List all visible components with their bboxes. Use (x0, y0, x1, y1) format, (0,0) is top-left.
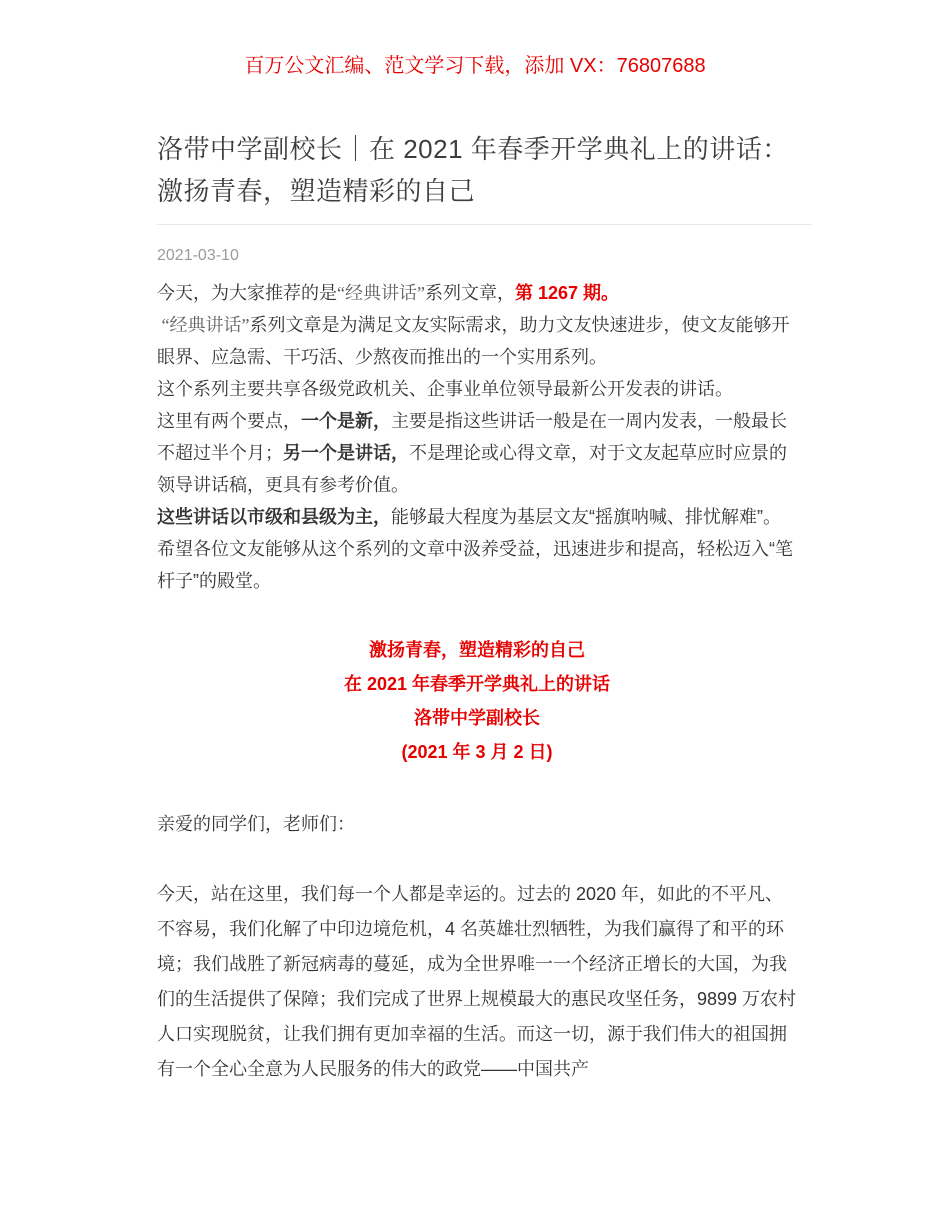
speech-speaker: 洛带中学副校长 (414, 708, 540, 728)
speech-date: (2021 年 3 月 2 日) (401, 742, 553, 762)
emphasis-point-speech: 另一个是讲话， (283, 443, 409, 463)
speech-heading (157, 633, 797, 769)
emphasis-point-new: 一个是新， (301, 411, 391, 431)
intro-paragraph-2 (157, 309, 797, 373)
text-run: 系列文章， (424, 283, 515, 303)
text-run: 能够最大程度为基层文友“摇旗呐喊、排忧解难”。希望各位文友能够从这个系列的文章中汲养受益，迅速进步和提高，轻松迈入“笔杆子”的殿堂。 (157, 507, 793, 591)
intro-section (157, 277, 797, 597)
text-run: 今天，为大家推荐的是 (157, 283, 337, 303)
article-title: 洛带中学副校长｜在 2021 年春季开学典礼上的讲话：激扬青春，塑造精彩的自己 (157, 134, 789, 206)
publish-date: 2021-03-10 (157, 247, 239, 264)
speech-body (157, 807, 797, 1087)
text-run: 主要是指这些讲话一般是在一周内发表，一般最长不超过半个月； (157, 411, 787, 463)
text-run: 系列文章是为满足文友实际需求，助力文友快速进步，使文友能够开眼界、应急需、干巧活、少熬夜而推出的一个实用系列。 (157, 315, 790, 367)
intro-paragraph-5 (157, 501, 797, 597)
speech-paragraph-1: 今天，站在这里，我们每一个人都是幸运的。过去的 2020 年，如此的不平凡、不容易，我们化解了中印边境危机，4 名英雄壮烈牺牲，为我们赢得了和平的环境；我们战胜了新冠病毒的蔓延，成为全世界唯一一个经济正增长的大国，为我们的生活提供了保障；我们完成了世界上规模最大的惠民攻坚任务，9899 万农村人口实现脱贫，让我们拥有更加幸福的生活。而这一切，源于我们伟大的祖国拥有一个全心全意为人民服务的伟大的政党——中国共产 (157, 884, 797, 1079)
speech-title: 激扬青春，塑造精彩的自己 (369, 640, 585, 660)
intro-paragraph-3: 这个系列主要共享各级党政机关、企事业单位领导最新公开发表的讲话。 (157, 379, 733, 399)
text-run: 这里有两个要点， (157, 411, 301, 431)
title-divider (157, 224, 812, 225)
series-name: “经典讲话” (157, 315, 250, 335)
speech-salutation: 亲爱的同学们，老师们： (157, 814, 355, 834)
text-run: 不是理论或心得文章，对于文友起草应时应景的领导讲话稿，更具有参考价值。 (157, 443, 787, 495)
intro-paragraph-4 (157, 405, 797, 501)
promo-banner: 百万公文汇编、范文学习下载，添加 VX：76807688 (244, 55, 706, 77)
speech-subtitle: 在 2021 年春季开学典礼上的讲话 (343, 674, 611, 694)
article-body (157, 128, 797, 1087)
intro-paragraph-1 (157, 277, 797, 309)
series-name: “经典讲话” (337, 283, 425, 303)
issue-number: 第 1267 期。 (514, 283, 620, 303)
emphasis-level: 这些讲话以市级和县级为主， (157, 507, 391, 527)
